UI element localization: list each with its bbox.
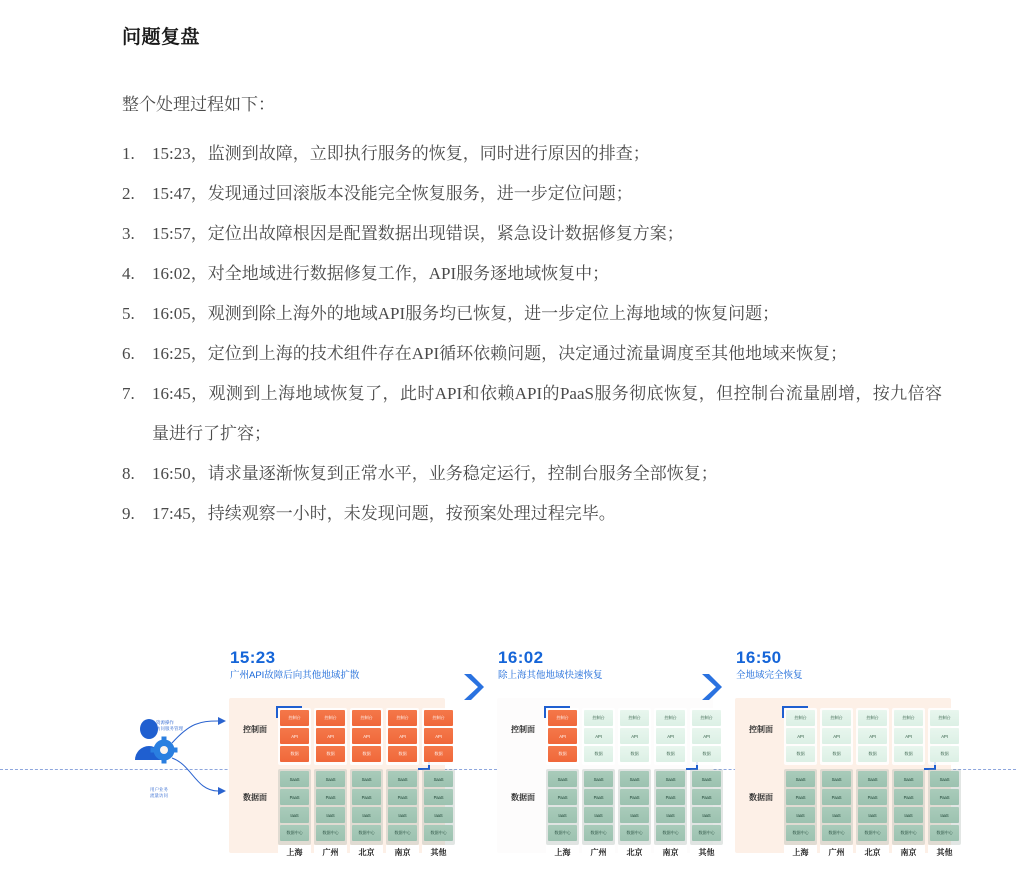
- cell-control-console: 控制台: [424, 710, 453, 726]
- panel-2-time: 16:02: [498, 648, 544, 667]
- panel-2-data-plane-label: 数据面: [511, 793, 535, 802]
- panel-3-col-nanjing: [892, 708, 925, 859]
- region-label: 南京: [654, 845, 687, 859]
- article: [122, 22, 942, 534]
- cell-data-iaas: IaaS: [424, 807, 453, 823]
- cell-data-saas: SaaS: [786, 771, 815, 787]
- data-plane-group: [892, 769, 925, 845]
- step-text: 16:25，定位到上海的技术组件存在API循环依赖问题，决定通过流量调度至其他地域来恢复；: [152, 344, 848, 364]
- cell-data-datacenter: 数据中心: [424, 825, 453, 841]
- cell-data-iaas: IaaS: [388, 807, 417, 823]
- cell-data-paas: PaaS: [584, 789, 613, 805]
- cell-control-api: API: [316, 728, 345, 744]
- list-item: [122, 294, 942, 334]
- control-plane-group: [278, 708, 311, 765]
- panel-1-col-nanjing: [386, 708, 419, 859]
- data-plane-group: [546, 769, 579, 845]
- panel-1-title: [230, 648, 359, 682]
- panel-3-data-plane-label: 数据面: [749, 793, 773, 802]
- control-plane-group: [892, 708, 925, 765]
- cell-data-saas: SaaS: [584, 771, 613, 787]
- region-label: 南京: [386, 845, 419, 859]
- list-item: [122, 334, 942, 374]
- cell-control-console: 控制台: [858, 710, 887, 726]
- control-plane-group: [546, 708, 579, 765]
- cell-control-api: API: [930, 728, 959, 744]
- cell-data-datacenter: 数据中心: [930, 825, 959, 841]
- data-plane-group: [690, 769, 723, 845]
- cell-data-datacenter: 数据中心: [352, 825, 381, 841]
- region-label: 其他: [928, 845, 961, 859]
- cell-data-iaas: IaaS: [548, 807, 577, 823]
- cell-control-console: 控制台: [584, 710, 613, 726]
- cell-control-api: API: [584, 728, 613, 744]
- control-plane-group: [386, 708, 419, 765]
- cell-data-saas: SaaS: [656, 771, 685, 787]
- step-text: 15:23，监测到故障，立即执行服务的恢复，同时进行原因的排查；: [152, 144, 650, 164]
- cell-data-datacenter: 数据中心: [858, 825, 887, 841]
- step-text: 15:47，发现通过回滚版本没能完全恢复服务，进一步定位问题；: [152, 184, 633, 204]
- data-plane-group: [928, 769, 961, 845]
- timeline-step-list: [122, 134, 942, 534]
- cell-control-console: 控制台: [786, 710, 815, 726]
- cell-data-paas: PaaS: [316, 789, 345, 805]
- panel-2-title: [498, 648, 603, 682]
- cell-data-iaas: IaaS: [656, 807, 685, 823]
- panel-3-time: 16:50: [736, 648, 782, 667]
- cell-data-saas: SaaS: [858, 771, 887, 787]
- cell-data-saas: SaaS: [930, 771, 959, 787]
- cell-control-api: API: [656, 728, 685, 744]
- cell-control-api: API: [894, 728, 923, 744]
- cell-data-iaas: IaaS: [584, 807, 613, 823]
- list-item: [122, 134, 942, 174]
- region-label: 其他: [422, 845, 455, 859]
- cell-control-data: 数据: [656, 746, 685, 762]
- region-label: 广州: [314, 845, 347, 859]
- list-item: [122, 374, 942, 454]
- cell-control-console: 控制台: [822, 710, 851, 726]
- cell-control-console: 控制台: [930, 710, 959, 726]
- panel-3-subtitle: 全地域完全恢复: [736, 670, 803, 681]
- cell-control-console: 控制台: [352, 710, 381, 726]
- chevron-right-icon-1: [462, 672, 484, 702]
- region-label: 广州: [582, 845, 615, 859]
- cell-data-paas: PaaS: [548, 789, 577, 805]
- control-plane-group: [928, 708, 961, 765]
- chevron-right-icon-2: [700, 672, 722, 702]
- step-text: 15:57，定位出故障根因是配置数据出现错误，紧急设计数据修复方案；: [152, 224, 684, 244]
- data-plane-group: [618, 769, 651, 845]
- panel-1-time: 15:23: [230, 648, 276, 667]
- cell-data-iaas: IaaS: [822, 807, 851, 823]
- cell-data-iaas: IaaS: [894, 807, 923, 823]
- panel-2-col-other: [690, 708, 723, 859]
- control-plane-group: [618, 708, 651, 765]
- region-label: 其他: [690, 845, 723, 859]
- data-plane-group: [278, 769, 311, 845]
- panel-2-col-nanjing: [654, 708, 687, 859]
- cell-control-api: API: [822, 728, 851, 744]
- cell-data-iaas: IaaS: [352, 807, 381, 823]
- list-item: [122, 174, 942, 214]
- cell-control-data: 数据: [352, 746, 381, 762]
- cell-control-console: 控制台: [548, 710, 577, 726]
- panel-3-col-guangzhou: [820, 708, 853, 859]
- cell-control-data: 数据: [894, 746, 923, 762]
- cell-control-console: 控制台: [388, 710, 417, 726]
- panel-3-region-grid: [784, 708, 961, 859]
- panel-1-col-guangzhou: [314, 708, 347, 859]
- control-plane-group: [784, 708, 817, 765]
- cell-data-paas: PaaS: [786, 789, 815, 805]
- cell-data-saas: SaaS: [894, 771, 923, 787]
- cell-control-console: 控制台: [656, 710, 685, 726]
- cell-data-saas: SaaS: [692, 771, 721, 787]
- cell-data-iaas: IaaS: [858, 807, 887, 823]
- persona-connector-lines: [120, 703, 230, 813]
- persona-annotation-top-line1: 资源操作: [156, 720, 174, 725]
- panel-2-col-shanghai: [546, 708, 579, 859]
- cell-control-api: API: [548, 728, 577, 744]
- region-label: 南京: [892, 845, 925, 859]
- data-plane-group: [856, 769, 889, 845]
- control-plane-group: [422, 708, 455, 765]
- cell-data-saas: SaaS: [316, 771, 345, 787]
- cell-data-paas: PaaS: [858, 789, 887, 805]
- cell-control-data: 数据: [584, 746, 613, 762]
- cell-control-data: 数据: [692, 746, 721, 762]
- region-label: 北京: [350, 845, 383, 859]
- cell-data-datacenter: 数据中心: [692, 825, 721, 841]
- panel-1-col-other: [422, 708, 455, 859]
- cell-data-saas: SaaS: [388, 771, 417, 787]
- cell-data-datacenter: 数据中心: [656, 825, 685, 841]
- step-text: 16:45，观测到上海地域恢复了，此时API和依赖API的PaaS服务彻底恢复，但控制台流量剧增，按九倍容量进行了扩容；: [152, 384, 942, 444]
- cell-data-datacenter: 数据中心: [620, 825, 649, 841]
- data-plane-group: [784, 769, 817, 845]
- cell-data-saas: SaaS: [620, 771, 649, 787]
- panel-1-col-beijing: [350, 708, 383, 859]
- cell-data-iaas: IaaS: [930, 807, 959, 823]
- cell-data-iaas: IaaS: [280, 807, 309, 823]
- data-plane-group: [350, 769, 383, 845]
- cell-control-data: 数据: [316, 746, 345, 762]
- cell-data-saas: SaaS: [822, 771, 851, 787]
- cell-data-iaas: IaaS: [620, 807, 649, 823]
- region-label: 上海: [546, 845, 579, 859]
- data-plane-group: [582, 769, 615, 845]
- control-plane-group: [820, 708, 853, 765]
- panel-1-col-shanghai: [278, 708, 311, 859]
- cell-control-data: 数据: [424, 746, 453, 762]
- cell-data-paas: PaaS: [822, 789, 851, 805]
- region-label: 上海: [784, 845, 817, 859]
- cell-control-api: API: [858, 728, 887, 744]
- cell-data-paas: PaaS: [352, 789, 381, 805]
- cell-data-iaas: IaaS: [316, 807, 345, 823]
- cell-control-data: 数据: [822, 746, 851, 762]
- region-label: 北京: [618, 845, 651, 859]
- cell-control-api: API: [692, 728, 721, 744]
- cell-control-api: API: [352, 728, 381, 744]
- control-plane-group: [654, 708, 687, 765]
- region-label: 北京: [856, 845, 889, 859]
- panel-3-col-beijing: [856, 708, 889, 859]
- recovery-timeline-diagram: [0, 648, 1016, 879]
- data-plane-group: [820, 769, 853, 845]
- panel-1-data-plane-label: 数据面: [243, 793, 267, 802]
- cell-control-api: API: [280, 728, 309, 744]
- cell-data-paas: PaaS: [692, 789, 721, 805]
- cell-control-data: 数据: [620, 746, 649, 762]
- list-item: [122, 214, 942, 254]
- region-label: 上海: [278, 845, 311, 859]
- cell-control-data: 数据: [858, 746, 887, 762]
- panel-3-col-other: [928, 708, 961, 859]
- persona-annotation-bottom-line2: 流量访问: [150, 793, 168, 798]
- panel-3-col-shanghai: [784, 708, 817, 859]
- cell-data-saas: SaaS: [352, 771, 381, 787]
- panel-2-subtitle: 除上海其他地域快速恢复: [498, 670, 603, 681]
- cell-control-api: API: [424, 728, 453, 744]
- step-text: 16:05，观测到除上海外的地域API服务均已恢复，进一步定位上海地域的恢复问题；: [152, 304, 780, 324]
- cell-data-paas: PaaS: [894, 789, 923, 805]
- cell-control-data: 数据: [930, 746, 959, 762]
- cell-control-data: 数据: [786, 746, 815, 762]
- cell-data-datacenter: 数据中心: [388, 825, 417, 841]
- cell-data-datacenter: 数据中心: [316, 825, 345, 841]
- cell-data-paas: PaaS: [424, 789, 453, 805]
- cell-control-data: 数据: [280, 746, 309, 762]
- panel-2-col-beijing: [618, 708, 651, 859]
- cell-data-paas: PaaS: [656, 789, 685, 805]
- list-item: [122, 254, 942, 294]
- panel-2-control-plane-label: 控制面: [511, 725, 535, 734]
- cell-data-saas: SaaS: [548, 771, 577, 787]
- data-plane-group: [314, 769, 347, 845]
- data-plane-group: [386, 769, 419, 845]
- panel-1-subtitle: 广州API故障后向其他地域扩散: [230, 670, 360, 681]
- control-plane-group: [350, 708, 383, 765]
- cell-data-datacenter: 数据中心: [548, 825, 577, 841]
- cell-control-api: API: [388, 728, 417, 744]
- step-text: 16:50，请求量逐渐恢复到正常水平，业务稳定运行，控制台服务全部恢复；: [152, 464, 718, 484]
- cell-data-paas: PaaS: [388, 789, 417, 805]
- data-plane-group: [422, 769, 455, 845]
- cell-control-console: 控制台: [620, 710, 649, 726]
- cell-data-iaas: IaaS: [692, 807, 721, 823]
- cell-control-console: 控制台: [692, 710, 721, 726]
- cell-data-paas: PaaS: [280, 789, 309, 805]
- panel-2-col-guangzhou: [582, 708, 615, 859]
- cell-control-console: 控制台: [316, 710, 345, 726]
- cell-control-api: API: [786, 728, 815, 744]
- cell-data-datacenter: 数据中心: [280, 825, 309, 841]
- cell-control-api: API: [620, 728, 649, 744]
- cell-data-paas: PaaS: [930, 789, 959, 805]
- list-item: [122, 454, 942, 494]
- cell-control-console: 控制台: [280, 710, 309, 726]
- panel-1-control-plane-label: 控制面: [243, 725, 267, 734]
- control-plane-group: [314, 708, 347, 765]
- region-label: 广州: [820, 845, 853, 859]
- cell-control-data: 数据: [388, 746, 417, 762]
- control-plane-group: [690, 708, 723, 765]
- panel-3-title: [736, 648, 803, 682]
- persona-annotation-bottom-line1: 用户业务: [150, 787, 168, 792]
- cell-data-saas: SaaS: [280, 771, 309, 787]
- cell-data-datacenter: 数据中心: [786, 825, 815, 841]
- persona-annotation-top-line2: 访问服务管理: [156, 726, 183, 731]
- cell-data-saas: SaaS: [424, 771, 453, 787]
- panel-3-control-plane-label: 控制面: [749, 725, 773, 734]
- panel-2-region-grid: [546, 708, 723, 859]
- cell-data-datacenter: 数据中心: [584, 825, 613, 841]
- step-text: 16:02，对全地域进行数据修复工作，API服务逐地域恢复中；: [152, 264, 610, 284]
- page-title: 问题复盘: [122, 27, 201, 48]
- step-text: 17:45，持续观察一小时，未发现问题，按预案处理过程完毕。: [152, 504, 616, 524]
- cell-control-data: 数据: [548, 746, 577, 762]
- cell-control-console: 控制台: [894, 710, 923, 726]
- cell-data-datacenter: 数据中心: [894, 825, 923, 841]
- intro-paragraph: 整个处理过程如下：: [122, 95, 275, 114]
- list-item: [122, 494, 942, 534]
- cell-data-paas: PaaS: [620, 789, 649, 805]
- control-plane-group: [582, 708, 615, 765]
- panel-1-region-grid: [278, 708, 455, 859]
- cell-data-iaas: IaaS: [786, 807, 815, 823]
- data-plane-group: [654, 769, 687, 845]
- control-plane-group: [856, 708, 889, 765]
- cell-data-datacenter: 数据中心: [822, 825, 851, 841]
